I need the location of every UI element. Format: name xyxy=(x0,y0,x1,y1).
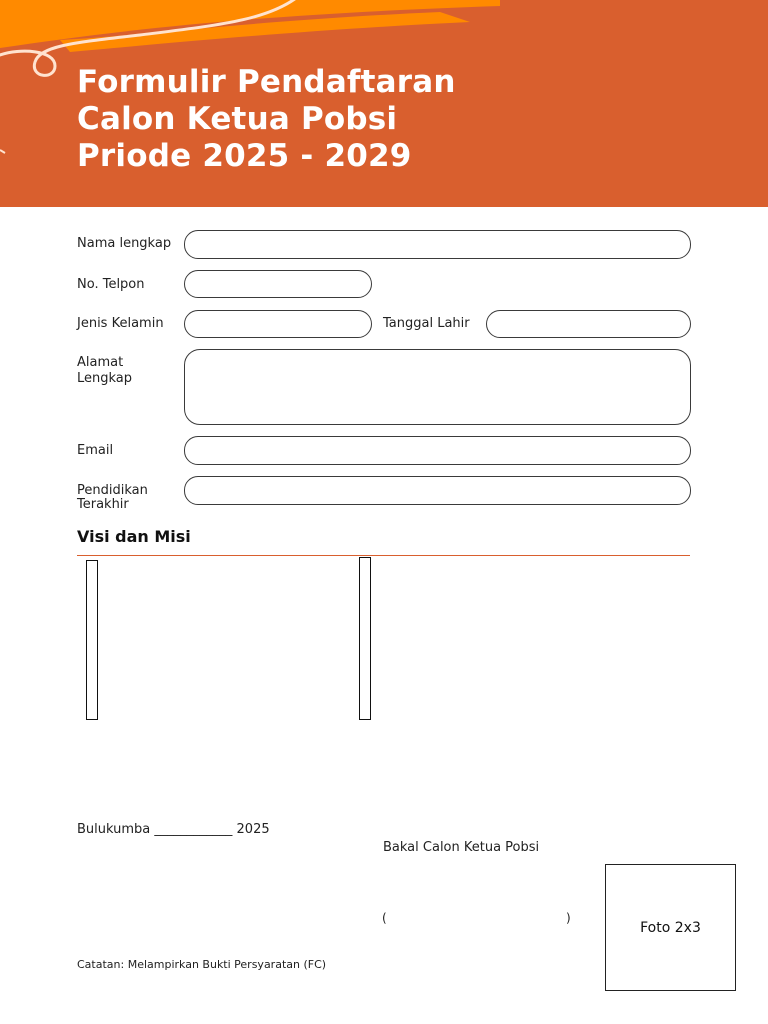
small-mark xyxy=(0,150,5,153)
title-line-3: Priode 2025 - 2029 xyxy=(77,138,412,174)
header-banner xyxy=(0,0,768,207)
visi-misi-heading: Visi dan Misi xyxy=(77,527,191,546)
form-title xyxy=(77,64,456,175)
signature-paren-open: ( xyxy=(382,911,387,925)
email-input[interactable] xyxy=(184,436,691,465)
telpon-label: No. Telpon xyxy=(77,277,145,292)
pendidikan-label-1: Pendidikan xyxy=(77,483,148,498)
kelamin-input[interactable] xyxy=(184,310,372,338)
photo-label: Foto 2x3 xyxy=(640,919,701,936)
kelamin-label: Jenis Kelamin xyxy=(77,316,164,331)
alamat-label-1: Alamat xyxy=(77,355,124,370)
note-text: Catatan: Melampirkan Bukti Persyaratan (FC) xyxy=(77,958,327,971)
section-divider xyxy=(77,555,690,556)
pendidikan-label-2: Terakhir xyxy=(77,497,129,512)
lahir-input[interactable] xyxy=(486,310,691,338)
misi-input-box[interactable] xyxy=(359,557,371,720)
email-label: Email xyxy=(77,443,114,458)
pendidikan-input[interactable] xyxy=(184,476,691,505)
title-line-1: Formulir Pendaftaran xyxy=(77,64,456,100)
photo-box xyxy=(605,864,736,991)
signature-paren-close: ) xyxy=(566,911,571,925)
alamat-label-2: Lengkap xyxy=(77,371,133,386)
place-date-line: Bulukumba ____________ 2025 xyxy=(77,822,270,837)
telpon-input[interactable] xyxy=(184,270,372,298)
alamat-textarea[interactable] xyxy=(184,349,691,425)
visi-input-box[interactable] xyxy=(86,560,98,720)
nama-label: Nama lengkap xyxy=(77,236,172,251)
nama-input[interactable] xyxy=(184,230,691,259)
title-line-2: Calon Ketua Pobsi xyxy=(77,101,398,137)
lahir-label: Tanggal Lahir xyxy=(383,316,470,331)
candidate-label: Bakal Calon Ketua Pobsi xyxy=(383,840,540,855)
